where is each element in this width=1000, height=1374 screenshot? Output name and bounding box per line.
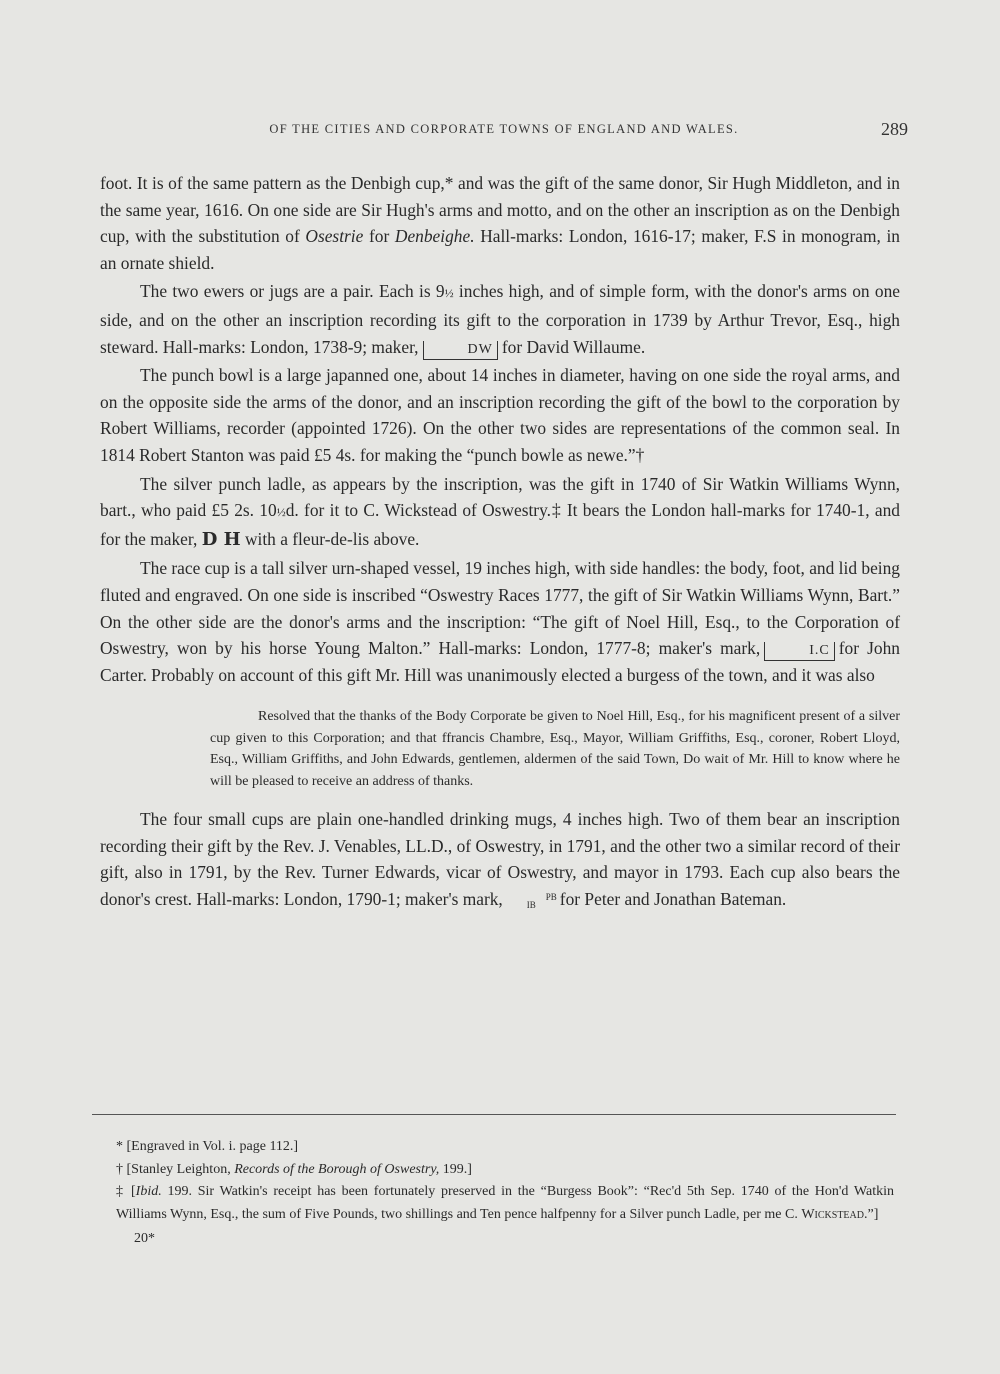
paragraph-cup-description	[100, 170, 900, 276]
text-run: ‡ [	[116, 1184, 136, 1199]
text-run: inches high, and of simple form, with the donor's arms on one side, and on the other an inscription recording its gift to the corporation in 1739 by Arthur Trevor, Esq., high steward. Hall-marks: London, 1738-9; maker,	[100, 281, 900, 357]
text-run: for John Carter. Probably on account of this gift Mr. Hill was unanimously elected a burgess of the town, and it was also	[100, 638, 900, 685]
footnotes	[100, 1136, 894, 1251]
paragraph-punch-ladle	[100, 471, 900, 554]
makers-mark: I.C	[764, 642, 835, 661]
italic-word: Ibid.	[135, 1184, 162, 1199]
italic-word: Osestrie	[305, 226, 364, 247]
text-run: foot. It is of the same pattern as the Denbigh cup,* and was the gift of the same donor, Sir Hugh Middleton, and in the same year, 1616. On one side are Sir Hugh's arms and motto, and on the other an inscription as on the Denbigh cup, with the substitution of	[100, 173, 900, 247]
footnote-3	[100, 1181, 894, 1226]
footnote-2	[100, 1159, 894, 1182]
text-run: The silver punch ladle, as appears by the inscription, was the gift in 1740 of Sir Watkin Williams Wynn, bart., who paid £5 2s. 10	[100, 473, 900, 521]
text-run: The four small cups are plain one-handled drinking mugs, 4 inches high. Two of them bear an inscription recording their gift by the Rev. J. Venables, LL.D., of Oswestry, in 1791, and the other two a similar record of their gift, also in 1791, by the Rev. Turner Edwards, vicar of Oswestry, and mayor in 1793. Each cup also bears the donor's crest. Hall-marks: London, 1790-1; maker's mark,	[100, 809, 900, 910]
makers-mark-stacked	[506, 893, 557, 909]
running-head	[100, 119, 908, 143]
mark-bottom: IB	[526, 900, 536, 911]
fraction: ½	[276, 505, 286, 520]
paragraph-punch-bowl: The punch bowl is a large japanned one, about 14 inches in diameter, having on one side the royal arms, and on the opposite side the arms of the donor, and an inscription recording the gift of the bowl to the corporation by Robert Williams, recorder (appointed 1726). On the other two sides are representations of the common seal. In 1814 Robert Stanton was paid £5 4s. for making the “punch bowle as newe.”†	[100, 365, 900, 465]
paragraph-small-cups	[100, 806, 900, 912]
text-run: for Peter and Jonathan Bateman.	[559, 889, 787, 910]
text-run: with a fleur-de-lis above.	[244, 528, 420, 549]
body-text	[100, 170, 900, 915]
text-run: for	[363, 226, 395, 247]
fraction: ½	[444, 286, 454, 301]
paragraph-ewers	[100, 278, 900, 360]
page-number: 289	[881, 119, 908, 139]
makers-mark: DW	[423, 341, 498, 360]
text-run: 199.]	[439, 1161, 472, 1177]
text-run: The race cup is a tall silver urn-shaped vessel, 19 inches high, with side handles: the body, foot, and lid being fluted and engraved. On one side is inscribed “Oswestry Races 1777, the gift of Sir Watkin Williams Wynn, Bart.” On the other side are the donor's arms and the inscription: “The gift of Noel Hill, Esq., to the Corporation of Oswestry, won by his horse Young Malton.” Hall-marks: London, 1777-8; maker's mark,	[100, 558, 901, 659]
text-run: d. for it to C. Wickstead of Oswestry.‡ It bears the London hall-marks for 1740-1, and for the maker,	[100, 500, 900, 549]
italic-word: Denbeighe.	[394, 226, 475, 247]
footnote-rule	[92, 1114, 896, 1115]
running-head-title: OF THE CITIES AND CORPORATE TOWNS OF ENGLAND AND WALES.	[269, 122, 739, 136]
makers-mark-blackletter: D H	[201, 528, 241, 550]
text-run: .”]	[864, 1206, 879, 1222]
text-run: Hall-marks: London, 1616-17; maker, F.S in monogram, in an ornate shield.	[100, 226, 900, 273]
italic-title: Records of the Borough of Oswestry,	[234, 1161, 440, 1177]
text-run: for David Willaume.	[501, 336, 646, 357]
block-quote-resolution: Resolved that the thanks of the Body Corporate be given to Noel Hill, Esq., for his magnificent present of a silver cup given to this Corporation; and that ffrancis Chambre, Esq., Mayor, William Griffiths, Esq., coroner, Robert Lloyd, Esq., William Griffiths, and John Edwards, gentlemen, aldermen of the said Town, Do wait of Mr. Hill to know where he will be pleased to receive an address of thanks.	[210, 709, 900, 789]
text-run: The two ewers or jugs are a pair. Each is 9	[140, 281, 445, 302]
footnote-1: * [Engraved in Vol. i. page 112.]	[116, 1139, 299, 1154]
small-caps-name: Wickstead	[801, 1206, 864, 1222]
paragraph-race-cup	[100, 555, 900, 688]
text-run: † [Stanley Leighton,	[116, 1161, 235, 1177]
text-run: 199. Sir Watkin's receipt has been fortunately preserved in the “Burgess Book”: “Rec'd 5th Sep. 1740 of the Hon'd Watkin Williams Wynn, Esq., the sum of Five Pounds, two shillings and Ten pence halfpenny for a Silver punch Ladle, per me C.	[116, 1184, 894, 1222]
signature-mark: 20*	[134, 1231, 155, 1246]
mark-top: PB	[545, 892, 557, 903]
